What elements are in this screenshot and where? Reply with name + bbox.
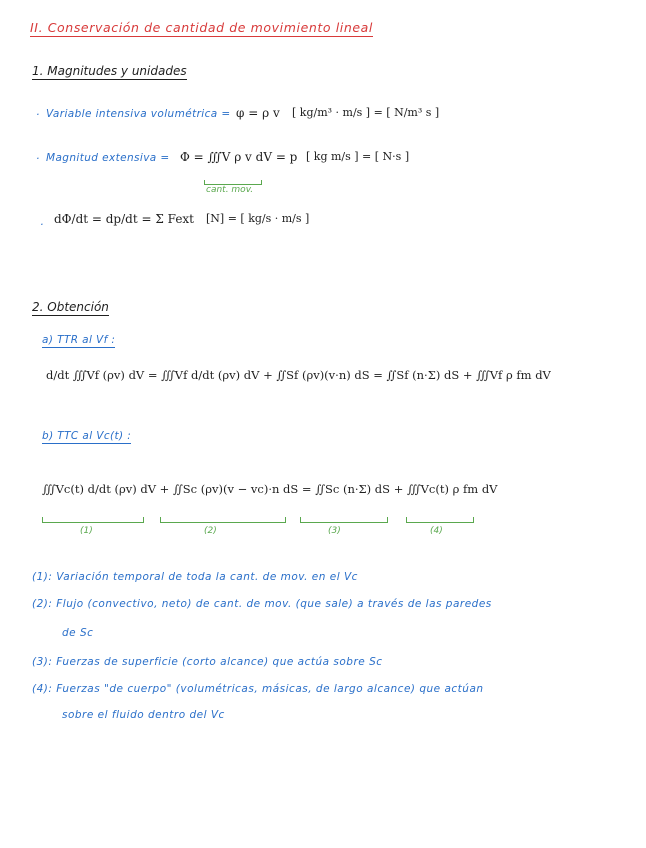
term-1-bracket [42,517,144,523]
page-title: II. Conservación de cantidad de movimiento lineal [30,20,374,35]
item-2-equation: Φ = ∭V ρ v dV = p [180,150,298,164]
note-3: (3): Fuerzas de superficie (corto alcance) que actúa sobre Sc [32,656,383,668]
bullet: · [36,153,40,165]
item-3-equation: dΦ/dt = dp/dt = Σ Fext [54,212,195,226]
note-2: (2): Flujo (convectivo, neto) de cant. de mov. (que sale) a través de las paredes [32,598,492,610]
equation-a: d/dt ∭Vf (ρv) dV = ∭Vf d/dt (ρv) dV + ∬Sf (ρv)(v·n) dS = ∬Sf (n·Σ) dS + ∭Vf ρ fm dV [46,368,551,382]
term-1-label: (1) [80,526,93,536]
note-1: (1): Variación temporal de toda la cant. de mov. en el Vc [32,571,358,583]
subsection-a-heading: a) TTR al Vf : [42,334,116,346]
term-3-bracket [300,517,388,523]
item-2-label: Magnitud extensiva = [46,152,170,164]
note-2-cont: de Sc [62,627,94,639]
item-1-units: [ kg/m³ · m/s ] = [ N/m³ s ] [292,106,440,119]
item-2-note: cant. mov. [206,185,254,195]
equation-b: ∭Vc(t) d/dt (ρv) dV + ∬Sc (ρv)(v − vc)·n dS = ∬Sc (n·Σ) dS + ∭Vc(t) ρ fm dV [42,482,498,496]
section-1-heading: 1. Magnitudes y unidades [32,64,187,78]
term-4-label: (4) [430,526,443,536]
item-1-label: Variable intensiva volumétrica = [46,108,231,120]
item-3-units: [N] = [ kg/s · m/s ] [206,212,310,225]
term-4-bracket [406,517,474,523]
item-2-units: [ kg m/s ] = [ N·s ] [306,150,410,163]
item-1-equation: φ = ρ v [236,106,280,120]
bullet: · [40,219,44,231]
term-3-label: (3) [328,526,341,536]
term-2-bracket [160,517,286,523]
section-2-heading: 2. Obtención [32,300,109,314]
subsection-b-heading: b) TTC al Vc(t) : [42,430,132,442]
note-4: (4): Fuerzas "de cuerpo" (volumétricas, másicas, de largo alcance) que actúan [32,683,484,695]
bullet: · [36,109,40,121]
note-4-cont: sobre el fluido dentro del Vc [62,709,225,721]
term-2-label: (2) [204,526,217,536]
